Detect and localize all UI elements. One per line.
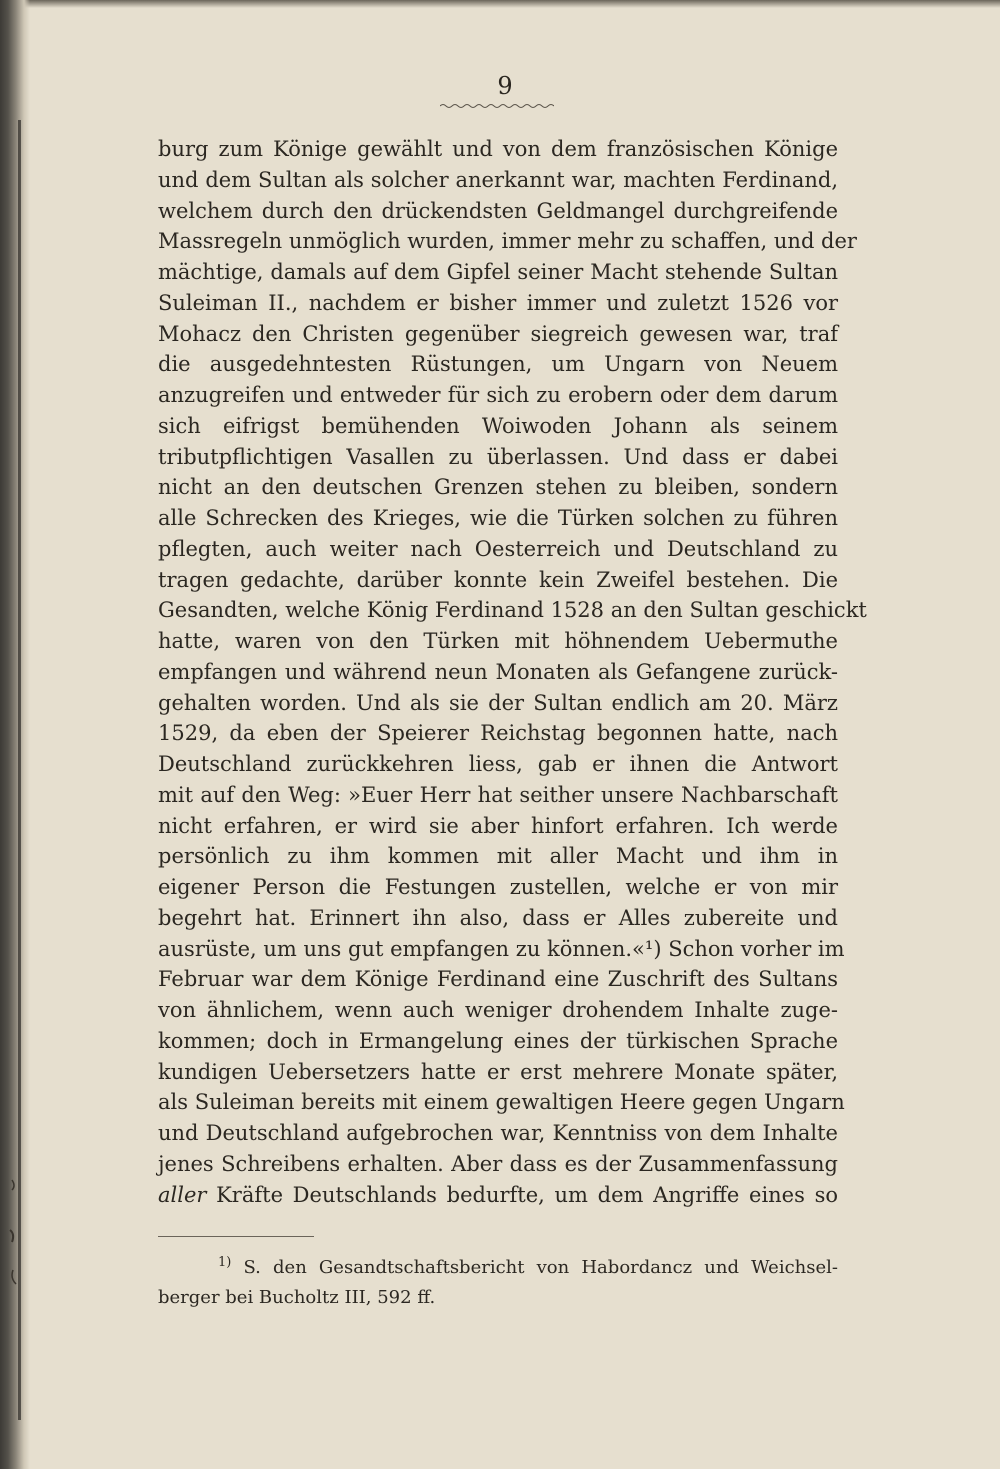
body-text [158, 134, 867, 1210]
text-line: anzugreifen und entweder für sich zu erobern oder dem darum [158, 383, 838, 407]
text-line: und dem Sultan als solcher anerkannt war, machten Ferdinand, [158, 167, 838, 192]
text-line: nicht an den deutschen Grenzen stehen zu bleiben, sondern [158, 475, 838, 500]
text-line: Deutschland zurückkehren liess, gab er ihnen die Antwort [158, 752, 838, 776]
text-line: Suleiman II., nachdem er bisher immer und zuletzt 1526 vor [158, 290, 838, 315]
text-line: eigener Person die Festungen zustellen, welche er von mir [158, 875, 838, 899]
footnote-text-1: S. den Gesandtschaftsbericht von Habordancz und Weichsel- [231, 1257, 838, 1278]
text-line: als Suleiman bereits mit einem gewaltigen Heere gegen Ungarn [158, 1090, 845, 1115]
footnote-marker: 1) [218, 1255, 232, 1270]
text-line: die ausgedehntesten Rüstungen, um Ungarn von Neuem [158, 352, 838, 377]
text-line: persönlich zu ihm kommen mit aller Macht und ihm in [158, 844, 838, 869]
last-line-rest: Kräfte Deutschlands bedurfte, um dem Angriffe eines so [206, 1182, 838, 1207]
text-line: kundigen Uebersetzers hatte er erst mehrere Monate später, [158, 1059, 838, 1084]
text-line: jenes Schreibens erhalten. Aber dass es der Zusammenfassung [158, 1151, 838, 1176]
text-line: von ähnlichem, wenn auch weniger drohendem Inhalte zuge- [158, 998, 838, 1022]
text-line: burg zum Könige gewählt und von dem französischen Könige [158, 137, 838, 161]
text-line: tragen gedachte, darüber konnte kein Zweifel bestehen. Die [158, 567, 838, 592]
text-line: sich eifrigst bemühenden Woiwoden Johann als seinem [158, 413, 838, 438]
footnote-line-1 [158, 1253, 838, 1283]
text-line: empfangen und während neun Monaten als Gefangene zurück- [158, 659, 838, 684]
italic-word: aller [158, 1182, 207, 1207]
text-line: gehalten worden. Und als sie der Sultan endlich am 20. März [158, 690, 838, 715]
text-line: hatte, waren von den Türken mit höhnendem Uebermuthe [158, 629, 838, 653]
text-line-last [158, 1180, 838, 1211]
text-line: alle Schrecken des Krieges, wie die Türken solchen zu führen [158, 506, 838, 530]
margin-ink-marks [4, 1160, 22, 1310]
page-number-ornament [440, 103, 554, 109]
text-line: welchem durch den drückendsten Geldmangel durchgreifende [158, 198, 838, 223]
text-line: ausrüste, um uns gut empfangen zu können.«¹) Schon vorher im [158, 936, 845, 961]
text-line: Gesandten, welche König Ferdinand 1528 an den Sultan geschickt [158, 598, 867, 623]
text-line: pflegten, auch weiter nach Oesterreich und Deutschland zu [158, 536, 838, 561]
page-number: 9 [497, 72, 513, 100]
text-line: und Deutschland aufgebrochen war, Kenntniss von dem Inhalte [158, 1121, 838, 1145]
text-line: nicht erfahren, er wird sie aber hinfort erfahren. Ich werde [158, 813, 838, 838]
text-line: mit auf den Weg: »Euer Herr hat seither unsere Nachbarschaft [158, 782, 838, 807]
text-line: tributpflichtigen Vasallen zu überlassen. Und dass er dabei [158, 444, 838, 469]
text-line: mächtige, damals auf dem Gipfel seiner Macht stehende Sultan [158, 260, 838, 284]
text-line: begehrt hat. Erinnert ihn also, dass er Alles zubereite und [158, 905, 838, 930]
text-line: 1529, da eben der Speierer Reichstag begonnen hatte, nach [158, 721, 838, 746]
text-line: Mohacz den Christen gegenüber siegreich gewesen war, traf [158, 321, 838, 346]
book-page [30, 0, 1000, 1469]
footnote-line-2: berger bei Bucholtz III, 592 ff. [158, 1287, 436, 1308]
footnote-rule [158, 1236, 314, 1237]
text-line: kommen; doch in Ermangelung eines der türkischen Sprache [158, 1028, 838, 1053]
footnote [158, 1253, 838, 1313]
text-line: Massregeln unmöglich wurden, immer mehr zu schaffen, und der [158, 229, 857, 254]
text-line: Februar war dem Könige Ferdinand eine Zuschrift des Sultans [158, 967, 838, 992]
